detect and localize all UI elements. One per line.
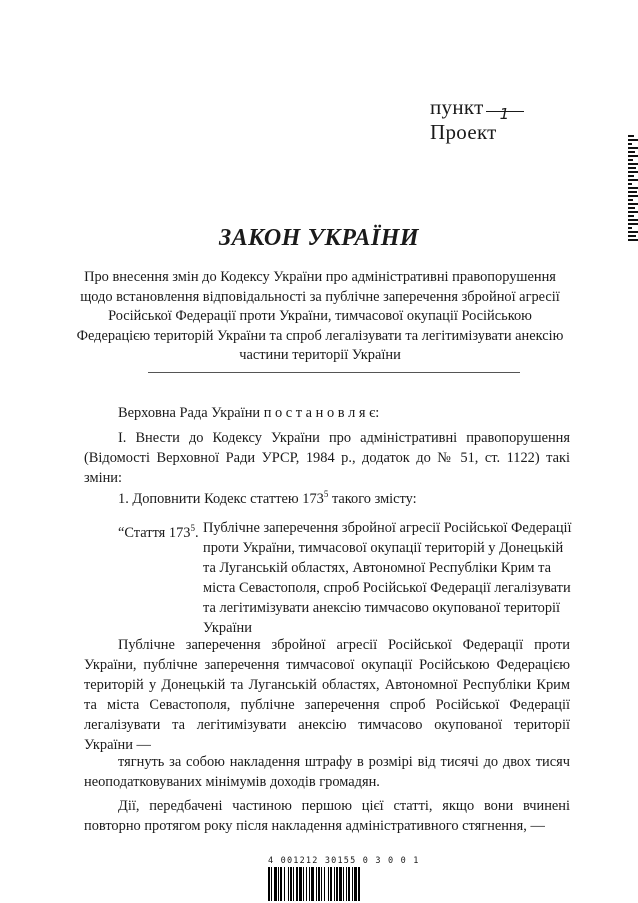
item-number: 1 [499,105,510,123]
article-sanction: тягнуть за собою накладення штрафу в розмірі від тисячі до двох тисяч неоподатковуваних мінімумів доходів громадян. [84,754,570,790]
document-subtitle: Про внесення змін до Кодексу України про адміністративні правопорушення щодо встановлення відповідальності за публічне заперечення збройної агресії Російської Федерації проти України, тимчасової окупації Російською Федерацією територій України та спроб легалізувати та легітимізувати анексію частини території України [76,269,564,363]
barcode-number: 4 001212 30155 0 3 0 0 1 [268,856,420,866]
article-label-superscript: 5 [190,523,195,533]
section-1: І. Внести до Кодексу України про адміністративні правопорушення (Відомості Верховної Ради УРСР, 1984 р., додаток до № 51, ст. 1122) такі зміни: [84,430,570,486]
article-label-end: . [194,524,199,541]
item-label: пункт [430,95,484,119]
document-title: ЗАКОН УКРАЇНИ [218,225,420,251]
handwritten-item-number [486,105,524,123]
article-repeat-offense: Дії, передбачені частиною першою цієї статті, якщо вони вчинені повторно протягом року після накладення адміністративного стягнення, — [84,798,570,834]
item-number-label [430,95,524,123]
barcode-block [268,856,420,901]
article-label-text: “Стаття 173 [118,524,191,541]
item-1 [84,484,570,509]
item-1-text-end: такого змісту: [328,490,417,507]
article-label [118,518,199,543]
draft-label: Проект [430,120,497,144]
barcode-image [268,867,392,901]
item-1-superscript: 5 [323,489,329,499]
subtitle-divider [148,372,520,373]
article-title: Публічне заперечення збройної агресії Російської Федерації проти України, тимчасової окупації територій у Донецькій та Луганській областях, Автономної Республіки Крим та міста Севастополя, спроб Російської Федерації легалізувати та легітимізувати анексію тимчасово окупованої території України [203,520,572,636]
enacting-clause: Верховна Рада України п о с т а н о в л я є: [118,405,380,421]
item-1-text: 1. Доповнити Кодекс статтею 173 [118,490,324,507]
article-disposition: Публічне заперечення збройної агресії Російської Федерації проти України, публічне заперечення тимчасової окупації Російською Федерацією територій у Донецькій та Луганській областях, Автономної Республіки Крим та міста Севастополя, публічне заперечення спроб Російської Федерації легалізувати та легітимізувати анексію тимчасово окупованої території України — [84,637,570,753]
